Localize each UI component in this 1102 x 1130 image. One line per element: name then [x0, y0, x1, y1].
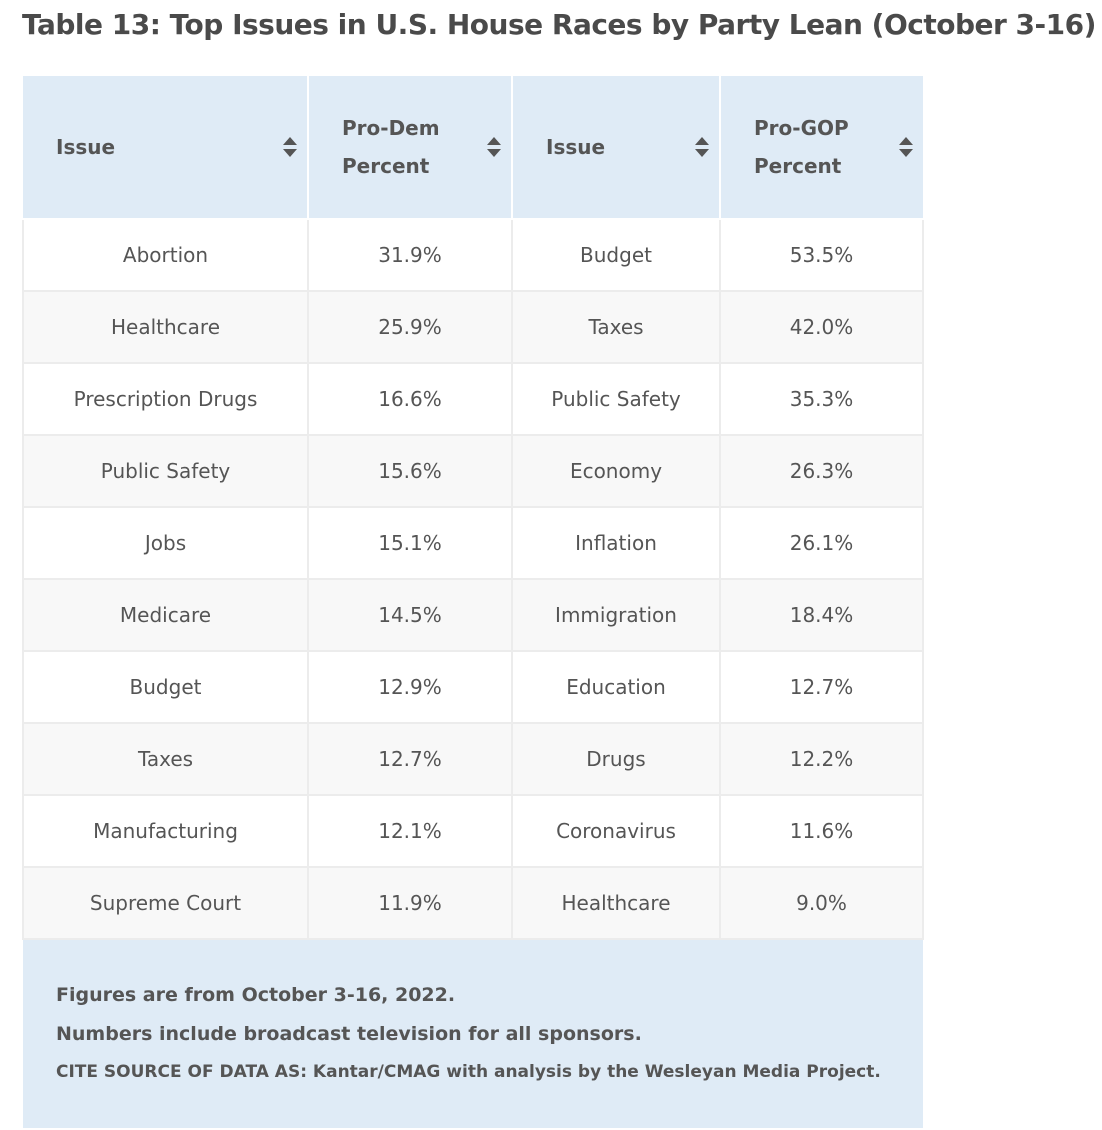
gop-issue-cell: Coronavirus — [512, 795, 720, 867]
column-header-label: Pro-GOP Percent — [754, 116, 849, 178]
table-row — [23, 435, 923, 507]
issues-table — [22, 76, 924, 1128]
table-row — [23, 795, 923, 867]
dem-percent-cell: 11.9% — [308, 867, 512, 939]
column-header-dem-percent[interactable] — [308, 76, 512, 219]
dem-percent-cell: 15.6% — [308, 435, 512, 507]
table-row — [23, 651, 923, 723]
gop-issue-cell: Education — [512, 651, 720, 723]
table-row — [23, 291, 923, 363]
dem-percent-cell: 15.1% — [308, 507, 512, 579]
gop-percent-cell: 12.7% — [720, 651, 923, 723]
table-row — [23, 867, 923, 939]
issues-table-container — [22, 76, 922, 1128]
gop-percent-cell: 18.4% — [720, 579, 923, 651]
dem-percent-cell: 31.9% — [308, 219, 512, 291]
table-row — [23, 363, 923, 435]
page-title: Table 13: Top Issues in U.S. House Races by Party Lean (October 3-16) — [22, 8, 1096, 41]
dem-percent-cell: 25.9% — [308, 291, 512, 363]
gop-percent-cell: 9.0% — [720, 867, 923, 939]
column-header-label: Pro-Dem Percent — [342, 116, 440, 178]
dem-issue-cell: Medicare — [23, 579, 308, 651]
dem-percent-cell: 12.1% — [308, 795, 512, 867]
dem-issue-cell: Prescription Drugs — [23, 363, 308, 435]
dem-percent-cell: 14.5% — [308, 579, 512, 651]
table-row — [23, 579, 923, 651]
gop-percent-cell: 12.2% — [720, 723, 923, 795]
table-footer — [23, 939, 923, 1128]
table-header — [23, 76, 923, 219]
column-header-gop-percent[interactable] — [720, 76, 923, 219]
footnote-broadcast: Numbers include broadcast television for all sponsors. — [56, 1022, 642, 1045]
table-row — [23, 723, 923, 795]
column-header-dem-issue[interactable] — [23, 76, 308, 219]
column-header-gop-issue[interactable] — [512, 76, 720, 219]
gop-percent-cell: 26.1% — [720, 507, 923, 579]
footnote-dates: Figures are from October 3-16, 2022. — [56, 984, 456, 1006]
gop-issue-cell: Immigration — [512, 579, 720, 651]
header-row — [23, 76, 923, 219]
gop-issue-cell: Economy — [512, 435, 720, 507]
sort-icon[interactable] — [487, 137, 501, 157]
gop-issue-cell: Budget — [512, 219, 720, 291]
dem-issue-cell: Taxes — [23, 723, 308, 795]
footer-row — [23, 939, 923, 1128]
dem-percent-cell: 12.9% — [308, 651, 512, 723]
sort-icon[interactable] — [695, 137, 709, 157]
gop-issue-cell: Healthcare — [512, 867, 720, 939]
gop-percent-cell: 42.0% — [720, 291, 923, 363]
dem-percent-cell: 16.6% — [308, 363, 512, 435]
dem-issue-cell: Supreme Court — [23, 867, 308, 939]
gop-percent-cell: 26.3% — [720, 435, 923, 507]
dem-issue-cell: Healthcare — [23, 291, 308, 363]
gop-percent-cell: 35.3% — [720, 363, 923, 435]
column-header-label: Issue — [56, 135, 116, 159]
dem-percent-cell: 12.7% — [308, 723, 512, 795]
sort-icon[interactable] — [899, 137, 913, 157]
footnotes — [23, 939, 923, 1128]
footnote-source: CITE SOURCE OF DATA AS: Kantar/CMAG with analysis by the Wesleyan Media Project. — [56, 1062, 881, 1082]
dem-issue-cell: Budget — [23, 651, 308, 723]
dem-issue-cell: Abortion — [23, 219, 308, 291]
gop-percent-cell: 53.5% — [720, 219, 923, 291]
dem-issue-cell: Public Safety — [23, 435, 308, 507]
gop-percent-cell: 11.6% — [720, 795, 923, 867]
column-header-label: Issue — [546, 135, 606, 159]
table-row — [23, 219, 923, 291]
dem-issue-cell: Manufacturing — [23, 795, 308, 867]
gop-issue-cell: Public Safety — [512, 363, 720, 435]
sort-icon[interactable] — [283, 137, 297, 157]
table-row — [23, 507, 923, 579]
gop-issue-cell: Taxes — [512, 291, 720, 363]
gop-issue-cell: Drugs — [512, 723, 720, 795]
gop-issue-cell: Inflation — [512, 507, 720, 579]
dem-issue-cell: Jobs — [23, 507, 308, 579]
table-body — [23, 219, 923, 939]
